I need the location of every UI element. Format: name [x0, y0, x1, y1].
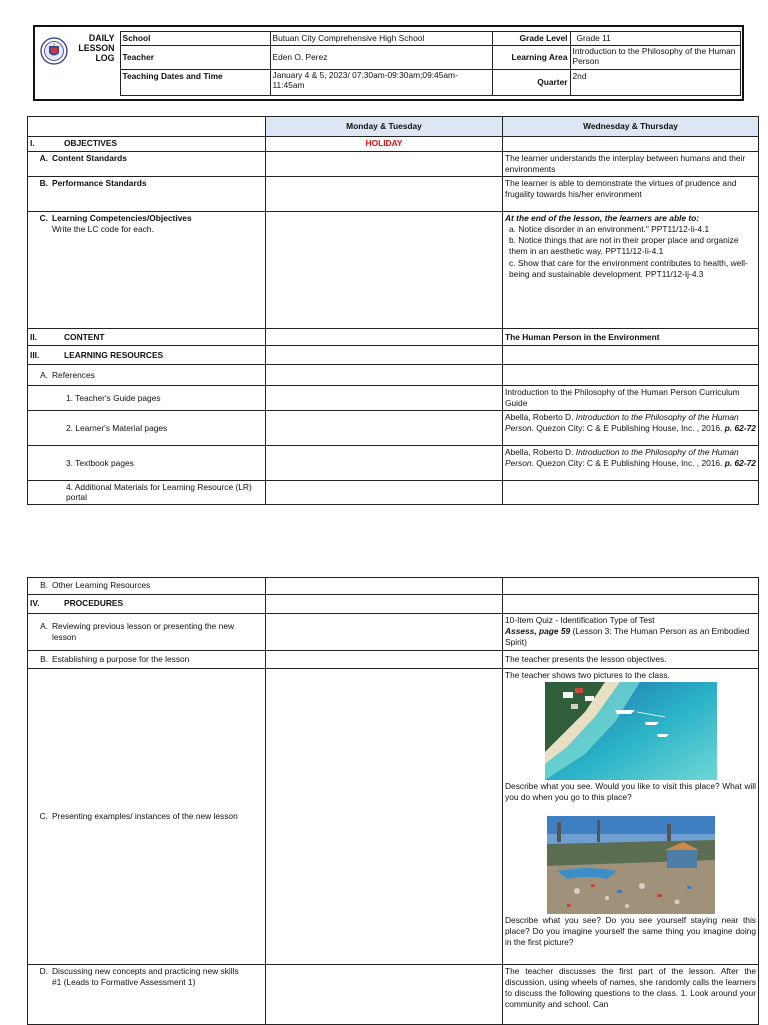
dll-line-2: LESSON	[78, 42, 115, 53]
dll-line-1: DAILY	[88, 32, 115, 43]
tg-label: 1. Teacher's Guide pages	[28, 386, 266, 411]
procedures-label: PROCEDURES	[64, 598, 124, 609]
content-std-label: Content Standards	[52, 153, 127, 163]
polluted-shore-photo	[547, 816, 715, 914]
dates-value: January 4 & 5, 2023/ 07:30am-09:30am;09:45am-11:45am	[270, 70, 492, 96]
grade-value: Grade 11	[570, 32, 740, 46]
content-num: II.	[30, 331, 37, 342]
proc-d-num: D.	[39, 966, 48, 976]
proc-b-num: B.	[40, 653, 48, 664]
procedures-num: IV.	[30, 598, 40, 609]
quarter-value: 2nd	[570, 70, 740, 96]
proc-d-label: Discussing new concepts and practicing new skills #1 (Leads to Formative Assessment 1)	[52, 966, 239, 988]
resources-num: III.	[30, 349, 40, 360]
content-std-value: The learner understands the interplay between humans and their environments	[503, 152, 759, 177]
other-resources-num: B.	[40, 580, 48, 591]
header-table	[38, 31, 741, 96]
tb-publisher: . Quezon City: C & E Publishing House, Inc. , 2016.	[531, 458, 725, 469]
objectives-num: I.	[30, 138, 35, 149]
proc-a-line1: 10-Item Quiz - Identification Type of Test	[505, 615, 655, 625]
proc-a-bold: Assess, page 59	[505, 626, 571, 637]
proc-c-question-2: Describe what you see? Do you see yourself staying near this place? Do you imagine yourself the same thing you imagine doing in the first picture?	[505, 915, 756, 948]
lm-pages: p. 62-72	[724, 423, 756, 434]
proc-c-num: C.	[39, 810, 48, 821]
grade-label: Grade Level	[492, 32, 570, 46]
lc-item-b: b. Notice things that are not in their proper place and organize them in an aesthetic way. PPT11/12-Ii-4.1	[509, 235, 739, 257]
lc-item-c: c. Show that care for the environment contributes to health, well-being and sustainable development. PPT11/12-Ij-4.3	[509, 257, 748, 279]
proc-a-num: A.	[40, 620, 48, 631]
proc-a-rest: (Lesson 3: The Human Person as an Embodied Spirit)	[505, 626, 750, 648]
proc-c-question-1: Describe what you see. Would you like to visit this place? What will you do when you go to this place?	[505, 781, 756, 803]
tb-title: Introduction to the Philosophy of the Human Person	[505, 447, 739, 469]
teacher-label: Teacher	[120, 46, 270, 70]
dates-label: Teaching Dates and Time	[120, 70, 270, 96]
resources-label: LEARNING RESOURCES	[64, 349, 164, 360]
lm-label: 2. Learner's Material pages	[28, 411, 266, 446]
tb-label: 3. Textbook pages	[28, 446, 266, 481]
holiday-label: HOLIDAY	[266, 137, 503, 152]
dll-table-page-1	[27, 116, 759, 505]
proc-d-value: The teacher discusses the first part of the lesson. After the discussion, using wheels of names, she randomly calls the learners to discuss the following questions to the class. 1. Look around your community and school. Can	[503, 965, 759, 1025]
perf-std-value: The learner is able to demonstrate the virtues of prudence and frugality towards his/her environment	[503, 177, 759, 212]
lc-num: C.	[39, 213, 48, 224]
school-label: School	[120, 32, 270, 46]
proc-a-label: Reviewing previous lesson or presenting the new lesson	[52, 620, 235, 642]
perf-std-num: B.	[39, 178, 48, 189]
lc-label: Learning Competencies/Objectives	[52, 213, 192, 224]
lc-note: Write the LC code for each.	[52, 224, 154, 235]
proc-c-label: Presenting examples/ instances of the new lesson	[52, 810, 238, 821]
deped-seal-icon	[40, 37, 68, 65]
area-label: Learning Area	[492, 46, 570, 70]
blank-head-cell	[28, 117, 266, 137]
dll-line-3: LOG	[95, 52, 115, 63]
references-label: References	[52, 369, 95, 380]
references-num: A.	[40, 369, 48, 380]
area-value: Introduction to the Philosophy of the Human Person	[570, 46, 740, 70]
additional-materials-label: 4. Additional Materials for Learning Resource (LR) portal	[28, 481, 266, 504]
proc-b-value: The teacher presents the lesson objectives.	[503, 651, 759, 669]
teacher-value: Eden O. Perez	[270, 46, 492, 70]
dll-table-page-2	[27, 577, 759, 1025]
lm-publisher: . Quezon City: C & E Publishing House, Inc. , 2016.	[531, 423, 725, 434]
lc-intro: At the end of the lesson, the learners are able to:	[505, 213, 700, 224]
tb-pages: p. 62-72	[724, 458, 756, 469]
proc-c-intro: The teacher shows two pictures to the class.	[505, 670, 670, 680]
content-std-num: A.	[39, 153, 48, 163]
lm-author: Abella, Roberto D.	[505, 412, 576, 423]
perf-std-label: Performance Standards	[52, 178, 147, 189]
tb-author: Abella, Roberto D.	[505, 447, 576, 458]
content-label: CONTENT	[64, 331, 105, 342]
proc-b-label: Establishing a purpose for the lesson	[52, 653, 190, 664]
col-mon-tue: Monday & Tuesday	[266, 117, 503, 137]
school-value: Butuan City Comprehensive High School	[270, 32, 492, 46]
beach-resort-photo	[545, 682, 717, 780]
other-resources-label: Other Learning Resources	[52, 580, 151, 591]
col-wed-thu: Wednesday & Thursday	[503, 117, 759, 137]
objectives-label: OBJECTIVES	[64, 138, 118, 149]
quarter-label: Quarter	[492, 70, 570, 96]
lm-title: Introduction to the Philosophy of the Human Person	[505, 412, 739, 434]
lc-item-a: a. Notice disorder in an environment." PPT11/12-Ii-4.1	[509, 224, 710, 235]
content-value: The Human Person in the Environment	[503, 329, 759, 346]
tg-value: Introduction to the Philosophy of the Human Person Curriculum Guide	[503, 386, 759, 411]
dll-title-cell	[38, 32, 120, 96]
